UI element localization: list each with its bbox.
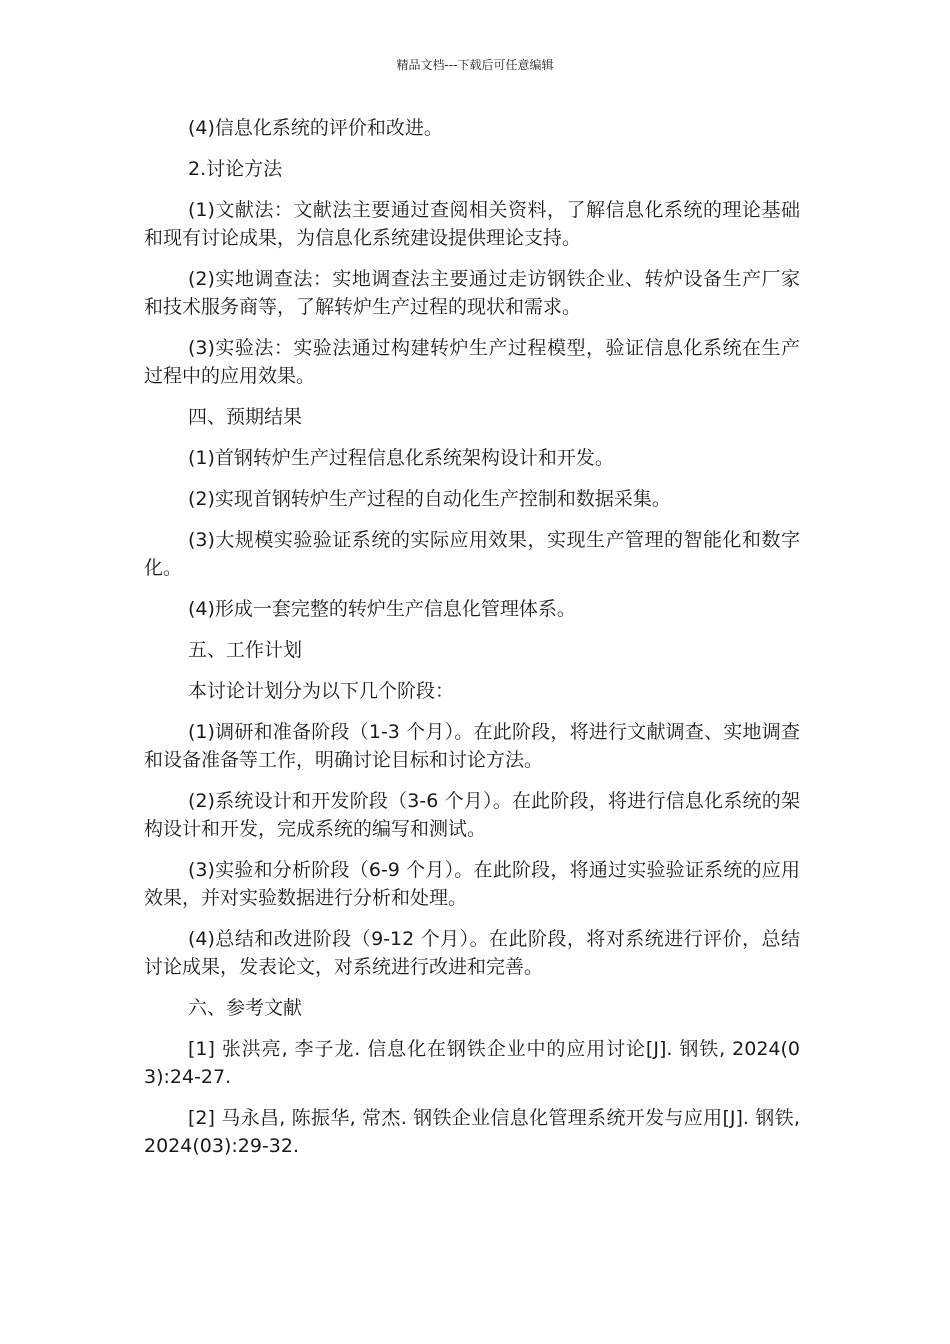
work-plan-intro: 本讨论计划分为以下几个阶段： bbox=[188, 680, 455, 702]
result-item-2: (2)实现首钢转炉生产过程的自动化生产控制和数据采集。 bbox=[188, 488, 671, 510]
result-item-3: (3)大规模实验验证系统的实际应用效果，实现生产管理的智能化和数字化。 bbox=[144, 529, 800, 579]
page-header: 精品文档---下载后可任意编辑 bbox=[396, 58, 554, 72]
list-item-evaluation: (4)信息化系统的评价和改进。 bbox=[188, 117, 443, 139]
section-heading-methods: 2.讨论方法 bbox=[188, 158, 283, 180]
result-item-4: (4)形成一套完整的转炉生产信息化管理体系。 bbox=[188, 598, 576, 620]
section-heading-references: 六、参考文献 bbox=[188, 997, 303, 1019]
reference-2: [2] 马永昌, 陈振华, 常杰. 钢铁企业信息化管理系统开发与应用[J]. 钢铁, 2024(03):29-32. bbox=[144, 1107, 800, 1157]
result-item-1: (1)首钢转炉生产过程信息化系统架构设计和开发。 bbox=[188, 447, 614, 469]
reference-1: [1] 张洪亮, 李子龙. 信息化在钢铁企业中的应用讨论[J]. 钢铁, 2024(03):24-27. bbox=[144, 1038, 800, 1088]
method-literature: (1)文献法：文献法主要通过查阅相关资料，了解信息化系统的理论基础和现有讨论成果，为信息化系统建设提供理论支持。 bbox=[144, 199, 800, 249]
section-heading-expected-results: 四、预期结果 bbox=[188, 406, 303, 428]
document-body bbox=[144, 114, 800, 1173]
method-field-survey: (2)实地调查法：实地调查法主要通过走访钢铁企业、转炉设备生产厂家和技术服务商等，了解转炉生产过程的现状和需求。 bbox=[144, 268, 800, 318]
plan-stage-2: (2)系统设计和开发阶段（3-6 个月）。在此阶段，将进行信息化系统的架构设计和开发，完成系统的编写和测试。 bbox=[144, 790, 800, 840]
plan-stage-3: (3)实验和分析阶段（6-9 个月）。在此阶段，将通过实验验证系统的应用效果，并对实验数据进行分析和处理。 bbox=[144, 859, 800, 909]
section-heading-work-plan: 五、工作计划 bbox=[188, 639, 303, 661]
plan-stage-4: (4)总结和改进阶段（9-12 个月）。在此阶段，将对系统进行评价，总结讨论成果，发表论文，对系统进行改进和完善。 bbox=[144, 928, 800, 978]
method-experiment: (3)实验法：实验法通过构建转炉生产过程模型，验证信息化系统在生产过程中的应用效果。 bbox=[144, 337, 800, 387]
plan-stage-1: (1)调研和准备阶段（1-3 个月）。在此阶段，将进行文献调查、实地调查和设备准备等工作，明确讨论目标和讨论方法。 bbox=[144, 721, 800, 771]
